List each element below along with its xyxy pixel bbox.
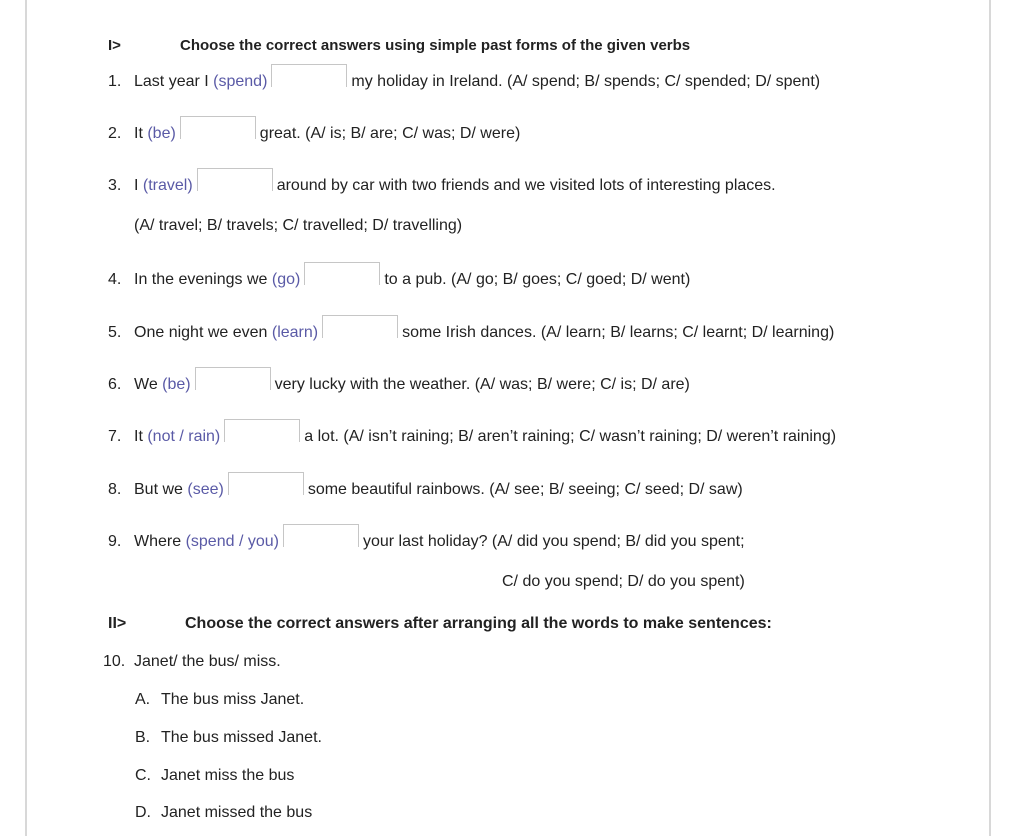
page-border-left xyxy=(25,0,27,836)
section-2-title: Choose the correct answers after arranging all the words to make sentences: xyxy=(185,615,772,632)
option-text: Janet miss the bus xyxy=(161,767,295,784)
verb-hint: (travel) xyxy=(142,176,193,194)
option-text: Janet missed the bus xyxy=(161,804,313,821)
option-b[interactable] xyxy=(135,729,322,747)
question-3-options: (A/ travel; B/ travels; C/ travelled; D/ travelling) xyxy=(134,217,463,234)
question-text-after: my holiday in Ireland. (A/ spend; B/ spends; C/ spended; D/ spent) xyxy=(351,72,821,90)
section-1-title: Choose the correct answers using simple past forms of the given verbs xyxy=(180,37,691,54)
section-1-heading xyxy=(108,37,690,54)
question-text-after: to a pub. (A/ go; B/ goes; C/ goed; D/ went) xyxy=(384,270,691,288)
question-text-before: It xyxy=(134,427,143,445)
question-10 xyxy=(103,653,281,671)
question-text-before: We xyxy=(134,375,158,393)
verb-hint: (be) xyxy=(162,375,191,393)
question-text-after: great. (A/ is; B/ are; C/ was; D/ were) xyxy=(259,124,521,142)
answer-input-4[interactable] xyxy=(304,262,380,285)
question-text-before: But we xyxy=(134,480,183,498)
question-text-before: In the evenings we xyxy=(134,270,268,288)
question-5 xyxy=(108,321,834,344)
question-text-before: I xyxy=(134,176,139,194)
verb-hint: (be) xyxy=(147,124,176,142)
answer-input-3[interactable] xyxy=(197,168,273,191)
question-3 xyxy=(108,174,776,197)
question-number: 9. xyxy=(108,532,122,550)
option-letter: A. xyxy=(135,691,151,708)
option-letter: B. xyxy=(135,729,151,746)
answer-input-9[interactable] xyxy=(283,524,359,547)
verb-hint: (spend / you) xyxy=(185,532,279,550)
question-number: 6. xyxy=(108,375,122,393)
verb-hint: (go) xyxy=(271,270,301,288)
question-10-prompt: Janet/ the bus/ miss. xyxy=(134,653,281,670)
question-number: 10. xyxy=(103,653,126,670)
question-number: 4. xyxy=(108,270,122,288)
answer-input-1[interactable] xyxy=(271,64,347,87)
question-7 xyxy=(108,425,836,448)
verb-hint: (see) xyxy=(187,480,224,498)
question-text-before: It xyxy=(134,124,143,142)
option-letter: C. xyxy=(135,767,151,784)
question-9-options: C/ do you spend; D/ do you spent) xyxy=(502,573,745,590)
question-text-after: very lucky with the weather. (A/ was; B/ were; C/ is; D/ are) xyxy=(274,375,690,393)
section-1-number: I> xyxy=(108,37,121,54)
question-6 xyxy=(108,373,690,396)
question-number: 2. xyxy=(108,124,122,142)
question-9 xyxy=(108,530,745,553)
question-text-after: your last holiday? (A/ did you spend; B/ did you spent; xyxy=(362,532,745,550)
section-2-heading xyxy=(108,615,772,633)
verb-hint: (spend) xyxy=(213,72,268,90)
question-number: 3. xyxy=(108,176,122,194)
question-8 xyxy=(108,478,743,501)
question-number: 8. xyxy=(108,480,122,498)
answer-input-2[interactable] xyxy=(180,116,256,139)
question-number: 1. xyxy=(108,72,122,90)
question-text-after: some Irish dances. (A/ learn; B/ learns; C/ learnt; D/ learning) xyxy=(402,323,835,341)
answer-input-7[interactable] xyxy=(224,419,300,442)
answer-input-8[interactable] xyxy=(228,472,304,495)
option-c[interactable] xyxy=(135,767,294,785)
section-2-number: II> xyxy=(108,615,127,632)
question-text-before: One night we even xyxy=(134,323,268,341)
page-border-right xyxy=(989,0,991,836)
answer-input-6[interactable] xyxy=(195,367,271,390)
question-2 xyxy=(108,122,520,145)
verb-hint: (not / rain) xyxy=(147,427,221,445)
option-text: The bus missed Janet. xyxy=(161,729,322,746)
question-4 xyxy=(108,268,690,291)
question-text-after: some beautiful rainbows. (A/ see; B/ seeing; C/ seed; D/ saw) xyxy=(307,480,743,498)
verb-hint: (learn) xyxy=(271,323,319,341)
question-1 xyxy=(108,70,820,93)
question-text-after: around by car with two friends and we visited lots of interesting places. xyxy=(276,176,776,194)
option-a[interactable] xyxy=(135,691,304,709)
question-number: 5. xyxy=(108,323,122,341)
question-number: 7. xyxy=(108,427,122,445)
question-text-after: a lot. (A/ isn’t raining; B/ aren’t raining; C/ wasn’t raining; D/ weren’t raining) xyxy=(304,427,837,445)
answer-input-5[interactable] xyxy=(322,315,398,338)
option-d[interactable] xyxy=(135,804,312,822)
option-text: The bus miss Janet. xyxy=(161,691,305,708)
question-text-before: Last year I xyxy=(134,72,209,90)
question-text-before: Where xyxy=(134,532,182,550)
option-letter: D. xyxy=(135,804,151,821)
